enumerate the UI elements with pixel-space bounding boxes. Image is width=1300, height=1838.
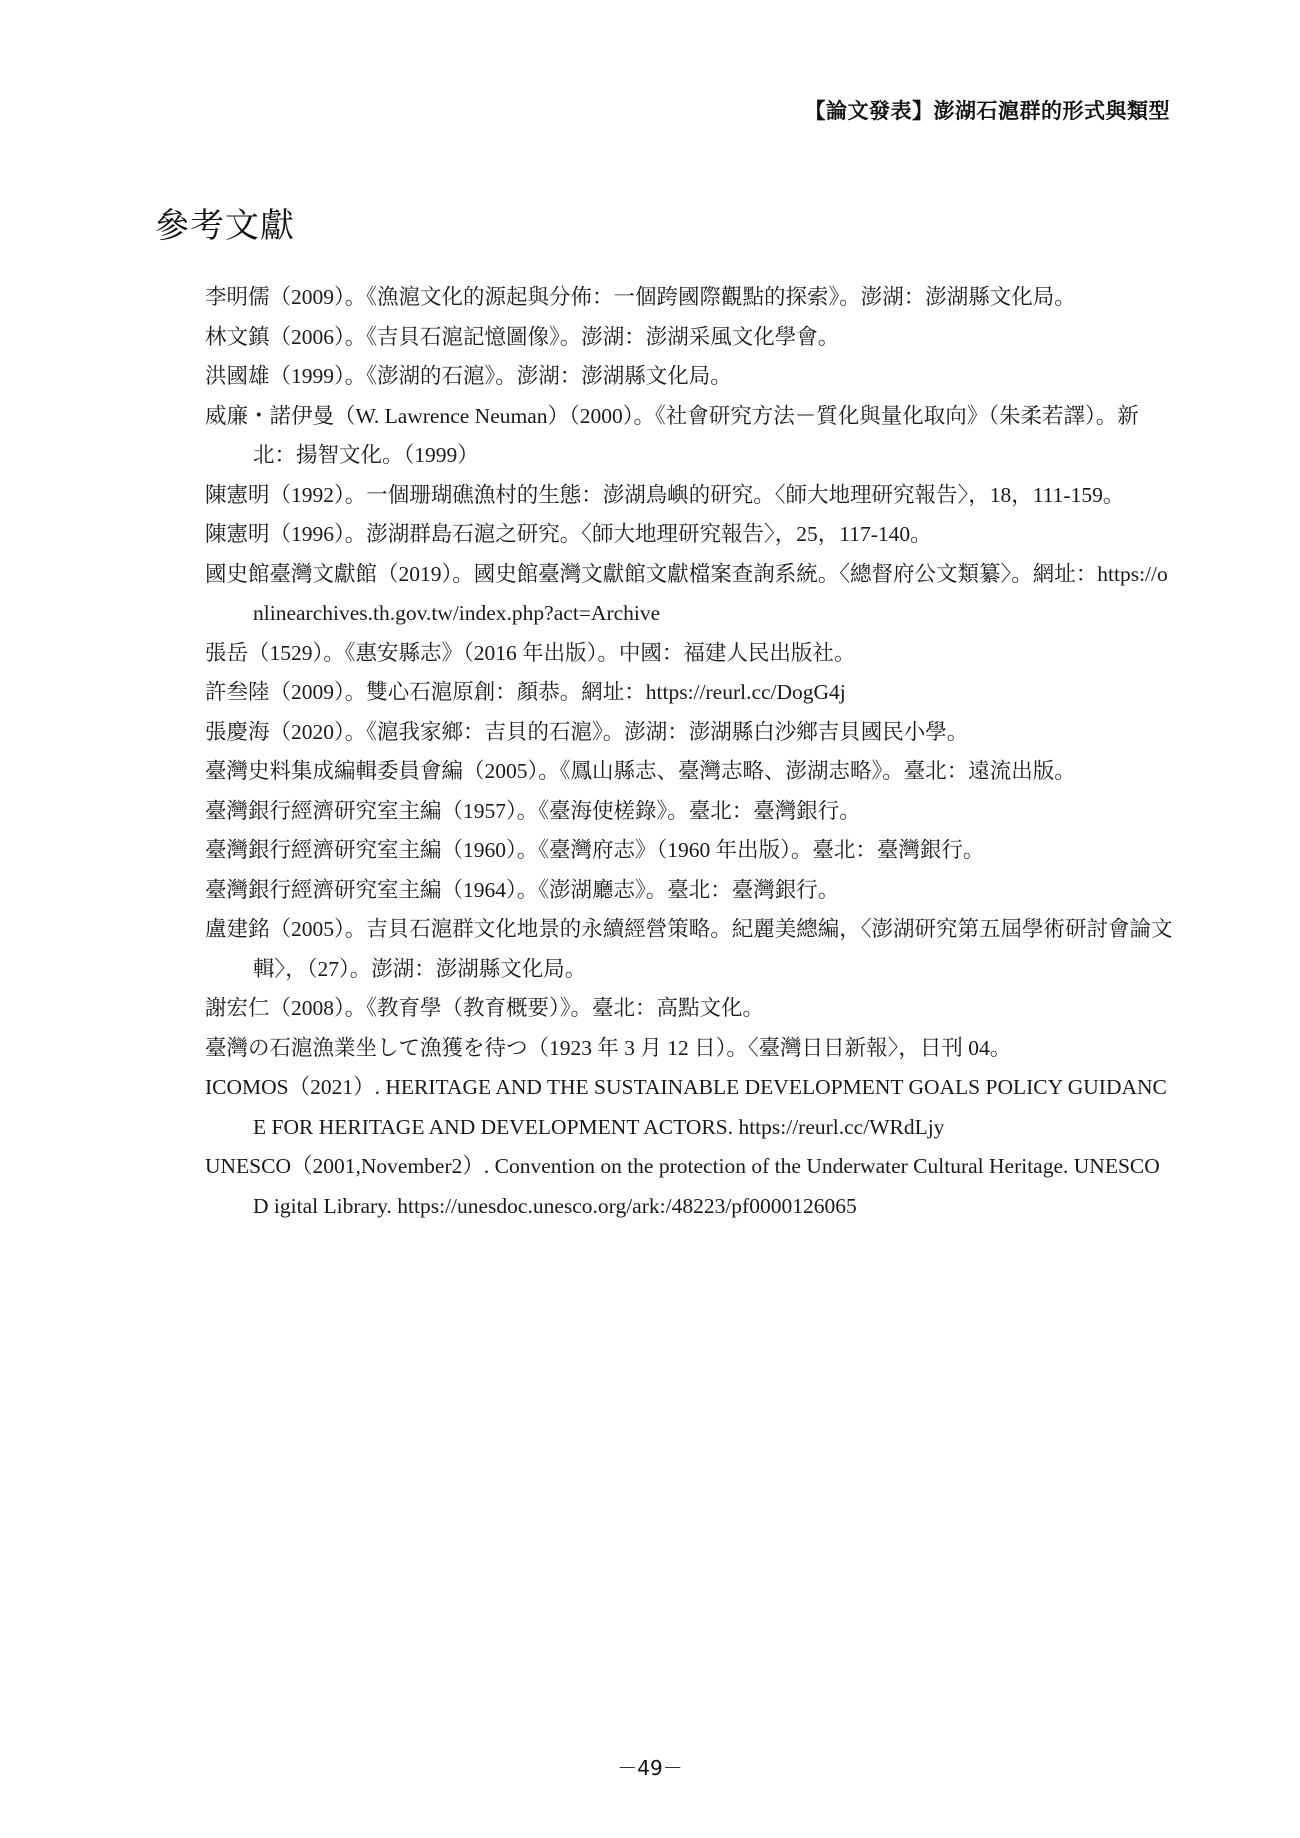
reference-entry: 臺灣史料集成編輯委員會編（2005）。《鳳山縣志、臺灣志略、澎湖志略》。臺北：遠流出版。	[205, 759, 1076, 783]
running-header: 【論文發表】澎湖石滬群的形式與類型	[804, 99, 1170, 123]
reference-entry: 許叁陸（2009）。雙心石滬原創：顏恭。網址：https://reurl.cc/DogG4j	[205, 680, 846, 704]
reference-entry: 威廉・諾伊曼（W. Lawrence Neuman）（2000）。《社會研究方法－質化與量化取向》（朱柔若譯）。新北：揚智文化。（1999）	[205, 403, 1139, 467]
page-number: －49－	[617, 1756, 683, 1780]
reference-entry: 臺灣銀行經濟研究室主編（1957）。《臺海使槎錄》。臺北：臺灣銀行。	[205, 798, 861, 823]
reference-entry: 張岳（1529）。《惠安縣志》（2016 年出版）。中國：福建人民出版社。	[205, 640, 856, 665]
reference-entry: 李明儒（2009）。《漁滬文化的源起與分佈：一個跨國際觀點的探索》。澎湖：澎湖縣文化局。	[205, 285, 1076, 309]
section-title: 參考文獻	[155, 206, 295, 246]
reference-entry: 林文鎮（2006）。《吉貝石滬記憶圖像》。澎湖：澎湖采風文化學會。	[205, 324, 840, 349]
reference-entry: 陳憲明（1996）。澎湖群島石滬之研究。〈師大地理研究報告〉，25，117-140。	[205, 522, 932, 546]
reference-entry: 臺灣銀行經濟研究室主編（1964）。《澎湖廳志》。臺北：臺灣銀行。	[205, 877, 840, 902]
reference-list	[205, 278, 1175, 1226]
reference-entry: 臺灣銀行經濟研究室主編（1960）。《臺灣府志》（1960 年出版）。臺北：臺灣銀行。	[205, 838, 985, 862]
reference-entry: 國史館臺灣文獻館（2019）。國史館臺灣文獻館文獻檔案查詢系統。〈總督府公文類纂〉。網址：https://onlinearchives.th.gov.tw/index.php?act=Archive	[205, 561, 1168, 625]
reference-entry: 陳憲明（1992）。一個珊瑚礁漁村的生態：澎湖鳥嶼的研究。〈師大地理研究報告〉，18，111-159。	[205, 482, 1125, 507]
reference-entry: UNESCO（2001,November2）. Convention on the protection of the Underwater Cultural Heritage. UNESCOD igital Library. https://unesdoc.unesco.org/ark:/48223/pf0000126065	[205, 1154, 1160, 1218]
reference-entry: 洪國雄（1999）。《澎湖的石滬》。澎湖：澎湖縣文化局。	[205, 364, 732, 388]
reference-entry: 盧建銘（2005）。吉貝石滬群文化地景的永續經營策略。紀麗美總編，〈澎湖研究第五屆學術研討會論文輯〉，（27）。澎湖：澎湖縣文化局。	[205, 917, 1173, 981]
reference-entry: 張慶海（2020）。《滬我家鄉：吉貝的石滬》。澎湖：澎湖縣白沙鄉吉貝國民小學。	[205, 719, 969, 744]
reference-entry: 謝宏仁（2008）。《教育學（教育概要）》。臺北：高點文化。	[205, 996, 765, 1020]
reference-entry: ICOMOS（2021）. HERITAGE AND THE SUSTAINABLE DEVELOPMENT GOALS POLICY GUIDANCE FOR HERITAGE AND DEVELOPMENT ACTORS. https://reurl.cc/WRdLjy	[205, 1075, 1167, 1139]
reference-entry: 臺灣の石滬漁業坐して漁獲を待つ（1923 年 3 月 12 日）。〈臺灣日日新報〉，日刊 04。	[205, 1035, 1012, 1060]
